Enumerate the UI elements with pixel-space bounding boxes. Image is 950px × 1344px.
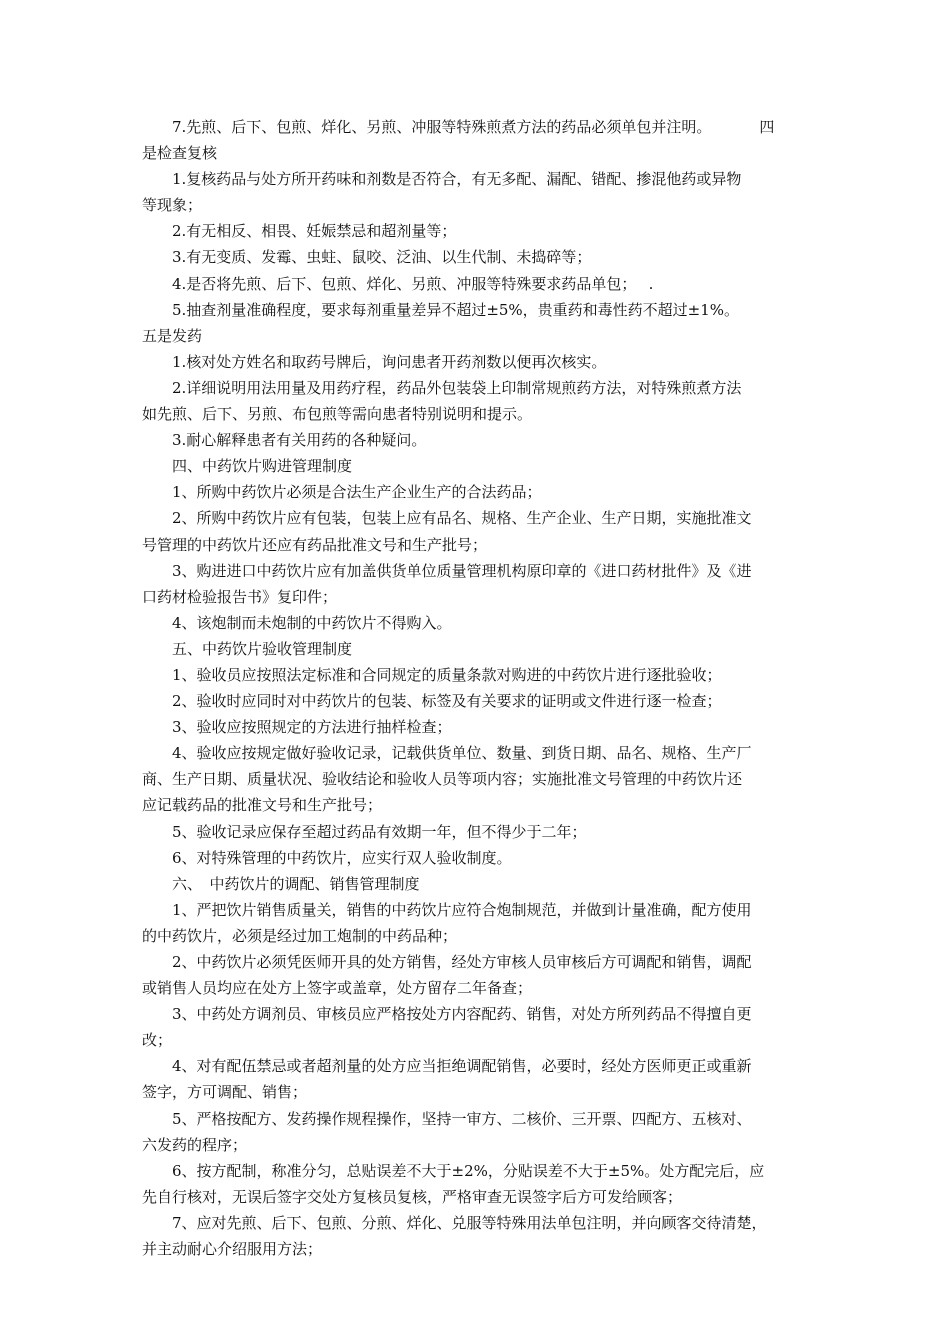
text-line-content: 六、 中药饮片的调配、销售管理制度 <box>172 874 420 893</box>
text-line-content: 1、严把饮片销售质量关，销售的中药饮片应符合炮制规范，并做到计量准确，配方使用 <box>172 900 752 919</box>
document-body <box>142 114 812 1262</box>
text-line <box>142 244 812 270</box>
text-line-content: 5、验收记录应保存至超过药品有效期一年，但不得少于二年； <box>172 822 587 841</box>
text-line <box>142 923 812 949</box>
text-line <box>142 819 812 845</box>
text-line-content: 2.详细说明用法用量及用药疗程，药品外包装袋上印制常规煎药方法，对特殊煎煮方法 <box>172 378 742 397</box>
text-line-content: 6、按方配制，称准分匀，总贴误差不大于±2%，分贴误差不大于±5%。处方配完后，应 <box>172 1161 765 1180</box>
text-line-content: 口药材检验报告书》复印件； <box>142 587 338 606</box>
text-line-content: 等现象； <box>142 196 203 215</box>
text-line-content: 2、所购中药饮片应有包装，包装上应有品名、规格、生产企业、生产日期，实施批准文 <box>172 509 752 528</box>
text-line-content: 3、中药处方调剂员、审核员应严格按处方内容配药、销售，对处方所列药品不得擅自更 <box>172 1005 752 1024</box>
text-line-content: 2.有无相反、相畏、妊娠禁忌和超剂量等； <box>172 222 457 241</box>
text-line-content: 1.复核药品与处方所开药味和剂数是否符合，有无多配、漏配、错配、掺混他药或异物 <box>172 170 742 189</box>
text-line <box>142 558 812 584</box>
text-line-content: 应记载药品的批准文号和生产批号； <box>142 796 383 815</box>
text-line <box>142 636 812 662</box>
text-line-content: 4.是否将先煎、后下、包煎、烊化、另煎、冲服等特殊要求药品单包； . <box>172 274 654 293</box>
text-line <box>142 610 812 636</box>
text-line <box>142 297 812 323</box>
text-line <box>142 375 812 401</box>
text-line <box>142 1158 812 1184</box>
text-line <box>142 740 812 766</box>
text-line <box>142 1106 812 1132</box>
text-line-content: 3、购进进口中药饮片应有加盖供货单位质量管理机构原印章的《进口药材批件》及《进 <box>172 561 752 580</box>
text-line-content: 4、验收应按规定做好验收记录，记载供货单位、数量、到货日期、品名、规格、生产厂 <box>172 744 752 763</box>
text-line <box>142 1132 812 1158</box>
text-line <box>142 453 812 479</box>
text-line-tail: 四 <box>759 118 775 136</box>
text-line-content: 3.有无变质、发霉、虫蛀、鼠咬、泛油、以生代制、未捣碎等； <box>172 248 592 267</box>
text-line <box>142 505 812 531</box>
text-line <box>142 114 812 140</box>
text-line <box>142 1184 812 1210</box>
text-line-content: 7.先煎、后下、包煎、烊化、另煎、冲服等特殊煎煮方法的药品必须单包并注明。 <box>172 118 712 136</box>
text-line-content: 1.核对处方姓名和取药号牌后，询问患者开药剂数以便再次核实。 <box>172 352 607 371</box>
text-line-content: 四、中药饮片购进管理制度 <box>172 457 353 476</box>
text-line <box>142 192 812 218</box>
text-line-content: 2、中药饮片必须凭医师开具的处方销售，经处方审核人员审核后方可调配和销售，调配 <box>172 953 752 971</box>
text-line <box>142 897 812 923</box>
text-line-content: 1、验收员应按照法定标准和合同规定的质量条款对购进的中药饮片进行逐批验收； <box>172 665 722 684</box>
text-line-content: 4、对有配伍禁忌或者超剂量的处方应当拒绝调配销售，必要时，经处方医师更正或重新 <box>172 1057 752 1076</box>
text-line-content: 五是发药 <box>142 326 203 345</box>
text-line <box>142 1027 812 1053</box>
text-line-content: 7、应对先煎、后下、包煎、分煎、烊化、兑服等特殊用法单包注明，并向顾客交待清楚， <box>172 1213 767 1232</box>
text-line <box>142 1236 812 1262</box>
text-line-content: 6、对特殊管理的中药饮片，应实行双人验收制度。 <box>172 848 512 867</box>
text-line-content: 签字，方可调配、销售； <box>142 1083 308 1102</box>
text-line-content: 5、严格按配方、发药操作规程操作，坚持一审方、二核价、三开票、四配方、五核对、 <box>172 1109 752 1128</box>
text-line <box>142 766 812 792</box>
text-line <box>142 1053 812 1079</box>
text-line-content: 2、验收时应同时对中药饮片的包装、标签及有关要求的证明或文件进行逐一检查； <box>172 692 722 711</box>
text-line <box>142 479 812 505</box>
text-line-content: 号管理的中药饮片还应有药品批准文号和生产批号； <box>142 535 488 554</box>
text-line <box>142 401 812 427</box>
text-line <box>142 792 812 818</box>
text-line <box>142 349 812 375</box>
text-line-content: 的中药饮片，必须是经过加工炮制的中药品种； <box>142 926 458 945</box>
text-line <box>142 166 812 192</box>
text-line <box>142 714 812 740</box>
text-line-content: 4、该炮制而未炮制的中药饮片不得购入。 <box>172 613 452 632</box>
text-line-content: 五、中药饮片验收管理制度 <box>172 639 353 658</box>
text-line-content: 商、生产日期、质量状况、验收结论和验收人员等项内容；实施批准文号管理的中药饮片还 <box>142 770 743 789</box>
text-line <box>142 140 812 166</box>
text-line <box>142 662 812 688</box>
text-line <box>142 1001 812 1027</box>
text-line <box>142 323 812 349</box>
text-line <box>142 1079 812 1105</box>
text-line-content: 改； <box>142 1031 173 1050</box>
text-line <box>142 1210 812 1236</box>
text-line <box>142 688 812 714</box>
text-line <box>142 218 812 244</box>
text-line <box>142 949 812 975</box>
text-line-content: 并主动耐心介绍服用方法； <box>142 1240 323 1259</box>
text-line-content: 3、验收应按照规定的方法进行抽样检查； <box>172 718 452 737</box>
text-line-content: 或销售人员均应在处方上签字或盖章，处方留存二年备查； <box>142 979 533 998</box>
text-line-content: 3.耐心解释患者有关用药的各种疑问。 <box>172 431 427 450</box>
text-line-content: 如先煎、后下、另煎、布包煎等需向患者特别说明和提示。 <box>142 405 533 424</box>
text-line-content: 1、所购中药饮片必须是合法生产企业生产的合法药品； <box>172 483 542 502</box>
text-line <box>142 271 812 297</box>
text-line <box>142 584 812 610</box>
text-line-content: 六发药的程序； <box>142 1135 248 1154</box>
text-line-content: 是检查复核 <box>142 144 218 163</box>
text-line <box>142 975 812 1001</box>
text-line <box>142 427 812 453</box>
text-line <box>142 871 812 897</box>
text-line-content: 5.抽查剂量准确程度，要求每剂重量差异不超过±5%，贵重药和毒性药不超过±1%。 <box>172 300 740 319</box>
text-line <box>142 532 812 558</box>
text-line-content: 先自行核对，无误后签字交处方复核员复核，严格审查无误签字后方可发给顾客； <box>142 1187 683 1206</box>
text-line <box>142 845 812 871</box>
